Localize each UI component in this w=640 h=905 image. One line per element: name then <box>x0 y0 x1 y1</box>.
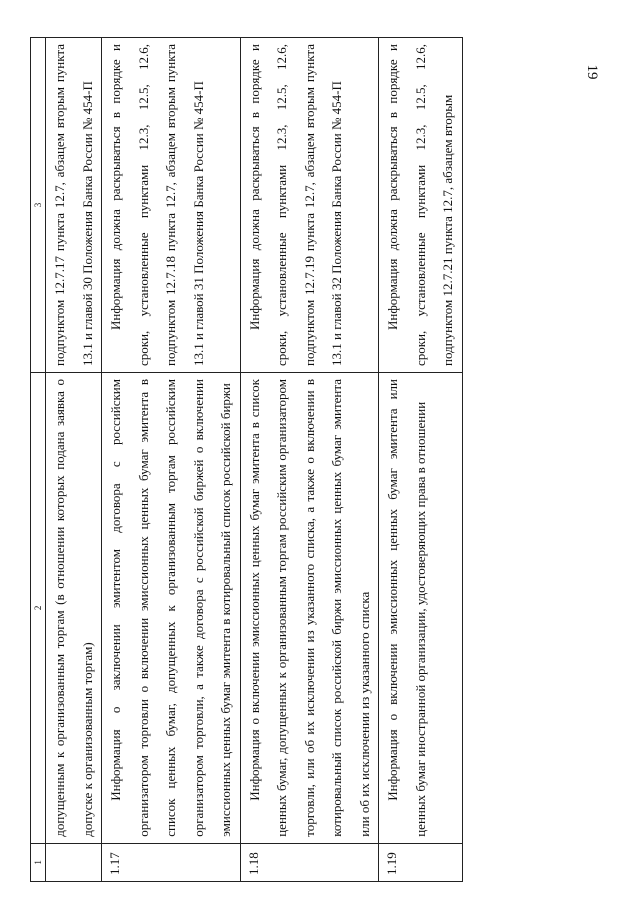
row-disclosure-terms: Информация должна раскрываться в порядке и сроки, установленные пунктами 12.3, 12.5, 12.6, подпунктом 12.7.18 пункта 12.7, абзацем вторым пункта 13.1 и главой 31 Положения Банка России № 454-П <box>102 38 241 373</box>
header-cell-1: 1 <box>31 843 46 881</box>
header-cell-2: 2 <box>31 373 46 844</box>
page-number: 19 <box>584 64 600 80</box>
row-description: Информация о включении эмиссионных ценных бумаг эмитента в список ценных бумаг, допущенных к организованным торгам российским организатором торговли, или об их исключении из указанного списка, а также о включении в котировальный список российской биржи эмиссионных ценных бумаг эмитента или об их исключении из указанного списка <box>240 373 379 844</box>
table-row <box>240 38 379 882</box>
row-number: 1.18 <box>240 843 379 881</box>
row-number <box>46 843 102 881</box>
row-disclosure-terms: Информация должна раскрываться в порядке и сроки, установленные пунктами 12.3, 12.5, 12.6, подпунктом 12.7.21 пункта 12.7, абзацем вторым <box>379 38 463 373</box>
rotated-page <box>30 37 620 882</box>
table-row <box>379 38 463 882</box>
header-cell-3: 3 <box>31 38 46 373</box>
table-row <box>46 38 102 882</box>
row-description: допущенным к организованным торгам (в отношении которых подана заявка о допуске к организованным торгам) <box>46 373 102 844</box>
row-disclosure-terms: подпунктом 12.7.17 пункта 12.7, абзацем вторым пункта 13.1 и главой 30 Положения Банка России № 454-П <box>46 38 102 373</box>
row-description: Информация о включении эмиссионных ценных бумаг эмитента или ценных бумаг иностранной организации, удостоверяющих права в отношении <box>379 373 463 844</box>
row-number: 1.17 <box>102 843 241 881</box>
table-header-row <box>31 38 46 882</box>
row-disclosure-terms: Информация должна раскрываться в порядке и сроки, установленные пунктами 12.3, 12.5, 12.6, подпунктом 12.7.19 пункта 12.7, абзацем вторым пункта 13.1 и главой 32 Положения Банка России № 454-П <box>240 38 379 373</box>
row-description: Информация о заключении эмитентом договора с российским организатором торговли о включении эмиссионных ценных бумаг эмитента в список ценных бумаг, допущенных к организованным торгам российским организатором торговли, а также договора с российской биржей о включении эмиссионных ценных бумаг эмитента в котировальный список российской биржи <box>102 373 241 844</box>
row-number: 1.19 <box>379 843 463 881</box>
table-row <box>102 38 241 882</box>
disclosure-table <box>30 37 463 882</box>
